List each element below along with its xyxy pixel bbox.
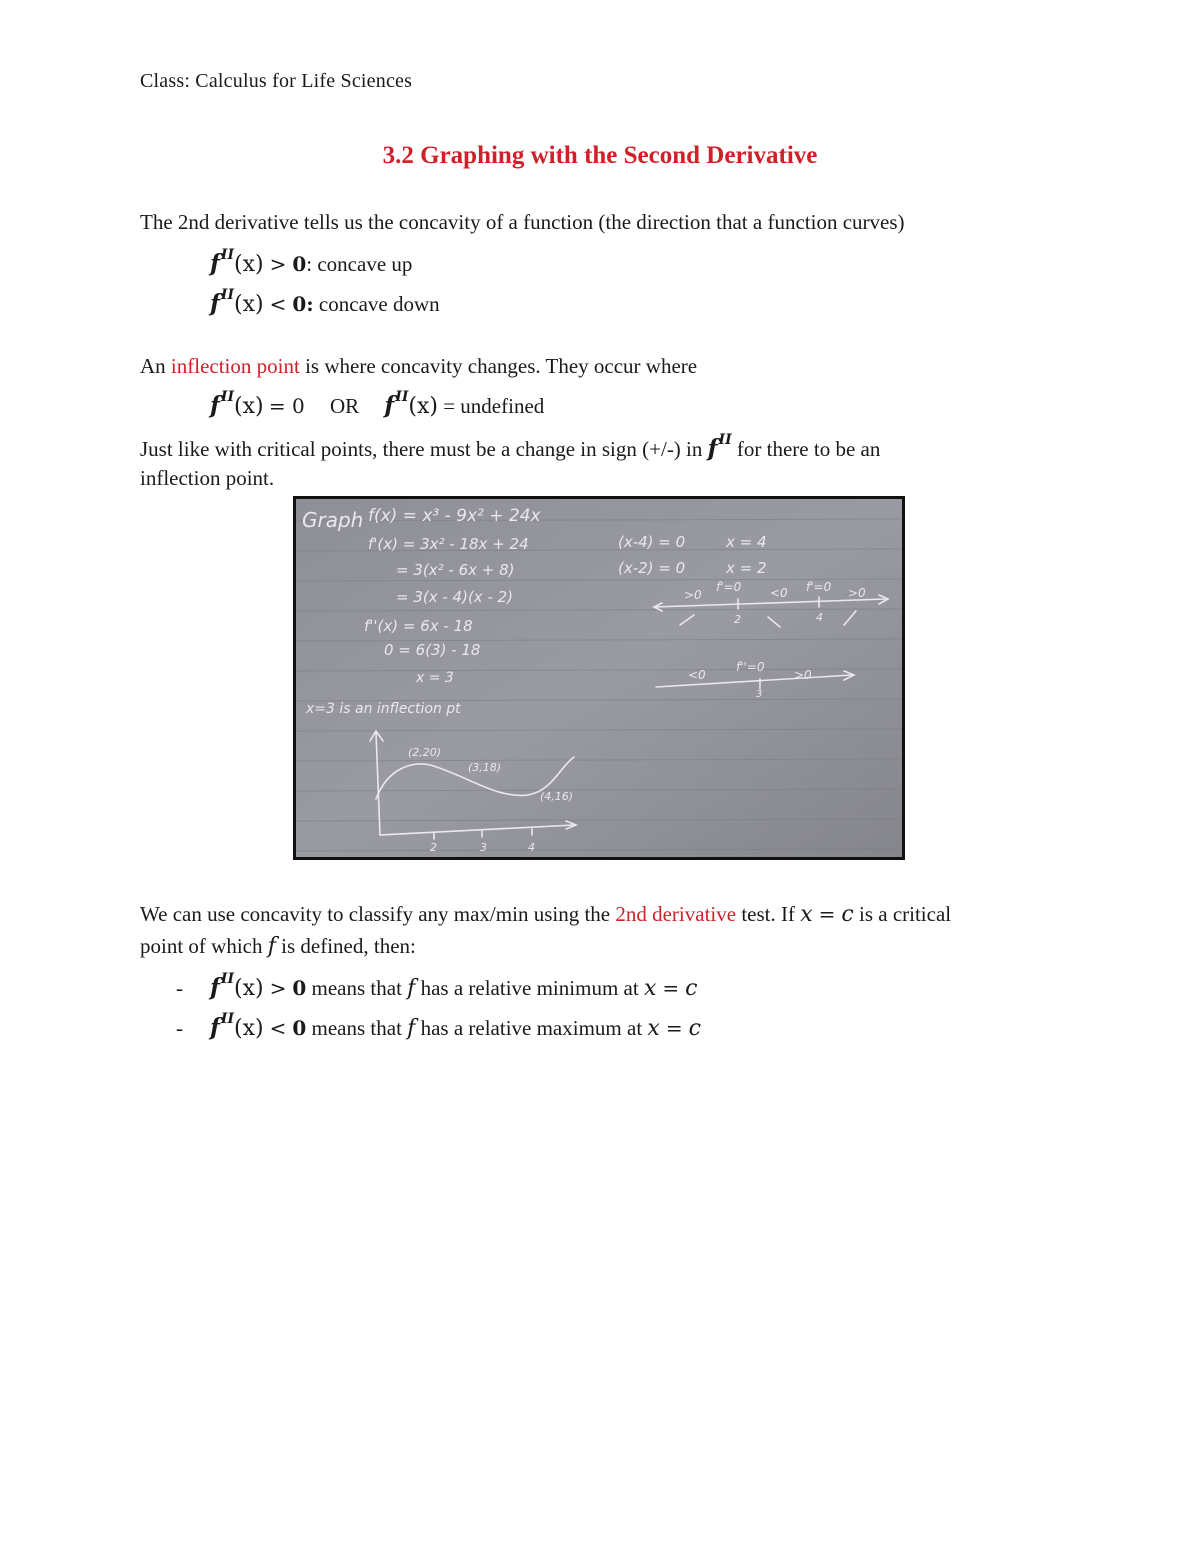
inflection-definition: An inflection point is where concavity changes. They occur where xyxy=(140,354,698,378)
second-derivative-term: 2nd derivative xyxy=(615,902,737,926)
axis-tick-4: 4 xyxy=(528,841,535,854)
handwritten-notes-photo xyxy=(293,496,905,860)
pt-inflection-label: (3,18) xyxy=(468,761,502,774)
f-double-prime: $f^{II}$ xyxy=(210,287,235,317)
notes-substitution: 0 = 6(3) - 18 xyxy=(384,641,481,659)
inflection-point-term: inflection point xyxy=(170,354,300,378)
sign2-0: <0 xyxy=(688,668,706,682)
rule-concave-up: $f^{II}(x) > 0$: concave up xyxy=(210,247,413,277)
pt-min-label: (4,16) xyxy=(540,790,574,803)
notes-heading: Graph xyxy=(302,508,364,532)
page-title: 3.2 Graphing with the Second Derivative xyxy=(382,142,818,169)
sign1-0: >0 xyxy=(684,588,702,602)
sign2-tick-3: 3 xyxy=(756,689,763,700)
notes-eq2: (x-2) = 0 xyxy=(618,559,686,577)
sign1-2: <0 xyxy=(770,586,788,600)
test-item-maximum: - $f^{II}(x) < 0$ means that f has a relative maximum at x = c xyxy=(176,1011,701,1041)
sign2-1: f''=0 xyxy=(736,660,765,674)
sign-change-note: Just like with critical points, there must be a change in sign (+/-) in $f^{II}$ for there to be an xyxy=(140,432,881,462)
f-double-prime: $f^{II}$ xyxy=(210,247,235,277)
notes-factor-1: = 3(x² - 6x + 8) xyxy=(396,561,515,579)
notes-eq1: (x-4) = 0 xyxy=(618,533,686,551)
sign1-4: >0 xyxy=(848,586,866,600)
second-derivative-test-intro-cont: point of which f is defined, then: xyxy=(140,934,416,959)
test-item-minimum: - $f^{II}(x) > 0$ means that f has a relative minimum at x = c xyxy=(176,971,698,1001)
notes-first-derivative: f'(x) = 3x² - 18x + 24 xyxy=(368,535,529,553)
class-header: Class: Calculus for Life Sciences xyxy=(140,70,413,92)
axis-tick-2: 2 xyxy=(430,841,437,854)
notes-x3: x = 3 xyxy=(416,670,454,686)
notes-factor-2: = 3(x - 4)(x - 2) xyxy=(396,588,514,606)
sign1-tick-4: 4 xyxy=(816,611,823,624)
notes-function: f(x) = x³ - 9x² + 24x xyxy=(368,506,541,526)
sign-change-note-cont: inflection point. xyxy=(140,466,275,490)
notes-sol1: x = 4 xyxy=(726,533,767,551)
inflection-condition: $f^{II}(x) = 0$ OR $f^{II}(x)$ = undefined xyxy=(210,389,545,419)
sign1-3: f'=0 xyxy=(806,580,832,594)
sign1-tick-2: 2 xyxy=(734,613,741,626)
rule-concave-down: $f^{II}(x) < 0$: concave down xyxy=(210,287,440,317)
intro-sentence: The 2nd derivative tells us the concavity of a function (the direction that a function curves) xyxy=(140,210,905,234)
second-derivative-test-intro: We can use concavity to classify any max/min using the 2nd derivative test. If x = c is a critical xyxy=(140,902,952,927)
pt-max-label: (2,20) xyxy=(408,746,442,759)
sign1-1: f'=0 xyxy=(716,580,742,594)
notes-conclusion: x=3 is an inflection pt xyxy=(306,701,461,717)
notes-sol2: x = 2 xyxy=(726,559,767,577)
notes-second-derivative: f''(x) = 6x - 18 xyxy=(364,617,473,635)
sign2-2: >0 xyxy=(794,668,812,682)
axis-tick-3: 3 xyxy=(480,841,487,854)
